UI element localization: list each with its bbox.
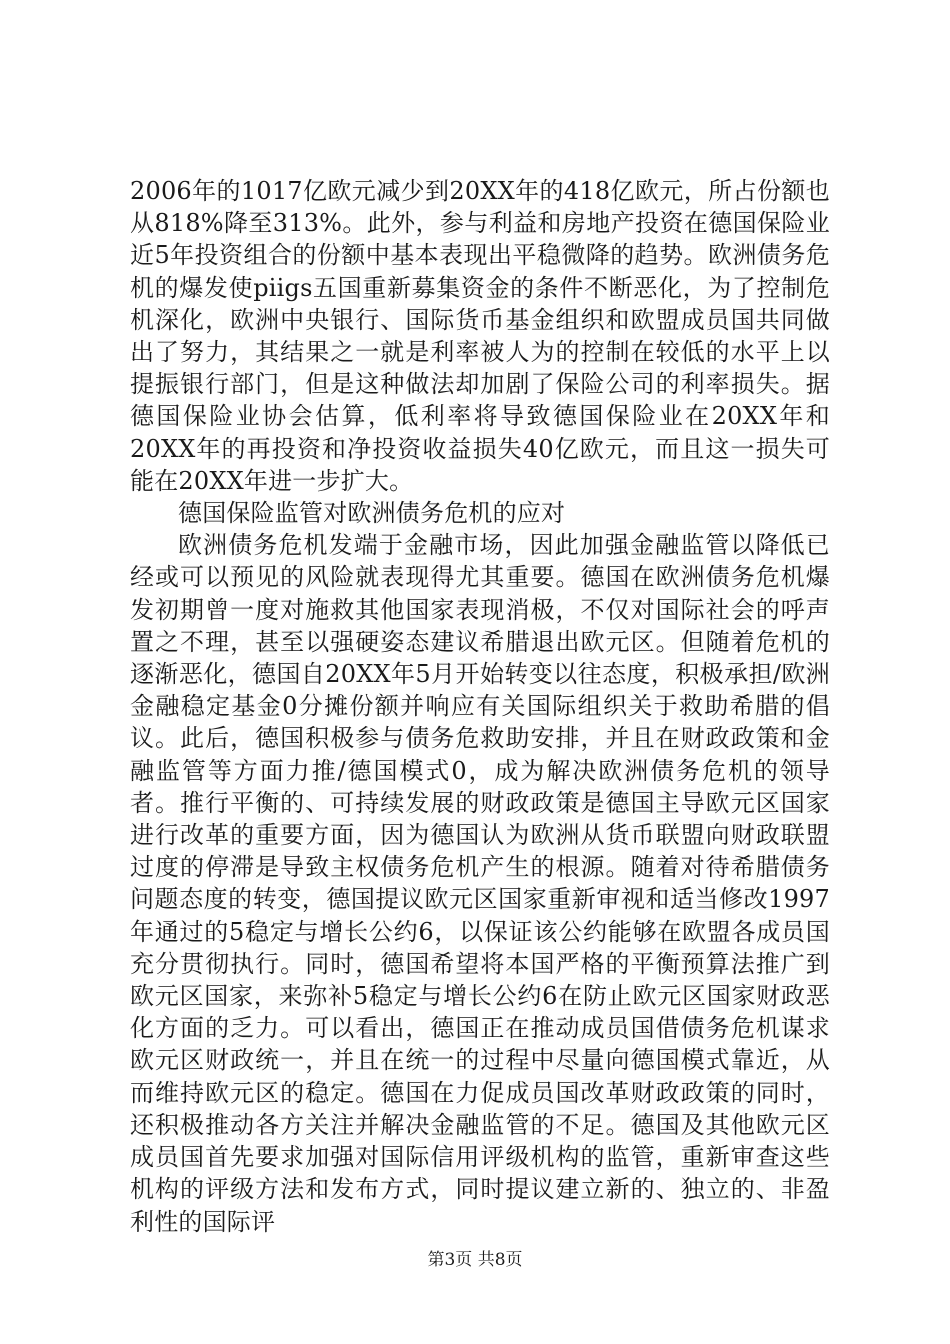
paragraph-1: 2006年的1017亿欧元减少到20XX年的418亿欧元，所占份额也从818%降至313%。此外，参与利益和房地产投资在德国保险业近5年投资组合的份额中基本表现出平稳微降的趋势。欧洲债务危机的爆发使piigs五国重新募集资金的条件不断恶化，为了控制危机深化，欧洲中央银行、国际货币基金组织和欧盟成员国共同做出了努力，其结果之一就是利率被人为的控制在较低的水平上以提振银行部门，但是这种做法却加剧了保险公司的利率损失。据德国保险业协会估算，低利率将导致德国保险业在20XX年和20XX年的再投资和净投资收益损失40亿欧元，而且这一损失可能在20XX年进一步扩大。 [130, 177, 830, 495]
paragraph-2: 欧洲债务危机发端于金融市场，因此加强金融监管以降低已经或可以预见的风险就表现得尤其重要。德国在欧洲债务危机爆发初期曾一度对施救其他国家表现消极，不仅对国际社会的呼声置之不理，甚至以强硬姿态建议希腊退出欧元区。但随着危机的逐渐恶化，德国自20XX年5月开始转变以往态度，积极承担/欧洲金融稳定基金0分摊份额并响应有关国际组织关于救助希腊的倡议。此后，德国积极参与债务危救助安排，并且在财政政策和金融监管等方面力推/德国模式0，成为解决欧洲债务危机的领导者。推行平衡的、可持续发展的财政政策是德国主导欧元区国家进行改革的重要方面，因为德国认为欧洲从货币联盟向财政联盟过度的停滞是导致主权债务危机产生的根源。随着对待希腊债务问题态度的转变，德国提议欧元区国家重新审视和适当修改1997年通过的5稳定与增长公约6，以保证该公约能够在欧盟各成员国充分贯彻执行。同时，德国希望将本国严格的平衡预算法推广到欧元区国家，来弥补5稳定与增长公约6在防止欧元区国家财政恶化方面的乏力。可以看出，德国正在推动成员国借债务危机谋求欧元区财政统一，并且在统一的过程中尽量向德国模式靠近，从而维持欧元区的稳定。德国在力促成员国改革财政政策的同时，还积极推动各方关注并解决金融监管的不足。德国及其他欧元区成员国首先要求加强对国际信用评级机构的监管，重新审查这些机构的评级方法和发布方式，同时提议建立新的、独立的、非盈利性的国际评 [130, 531, 830, 1236]
page-number: 第3页 共8页 [427, 1250, 523, 1270]
section-heading: 德国保险监管对欧洲债务危机的应对 [178, 499, 566, 528]
document-body [130, 175, 830, 1238]
page-footer [0, 1245, 950, 1270]
